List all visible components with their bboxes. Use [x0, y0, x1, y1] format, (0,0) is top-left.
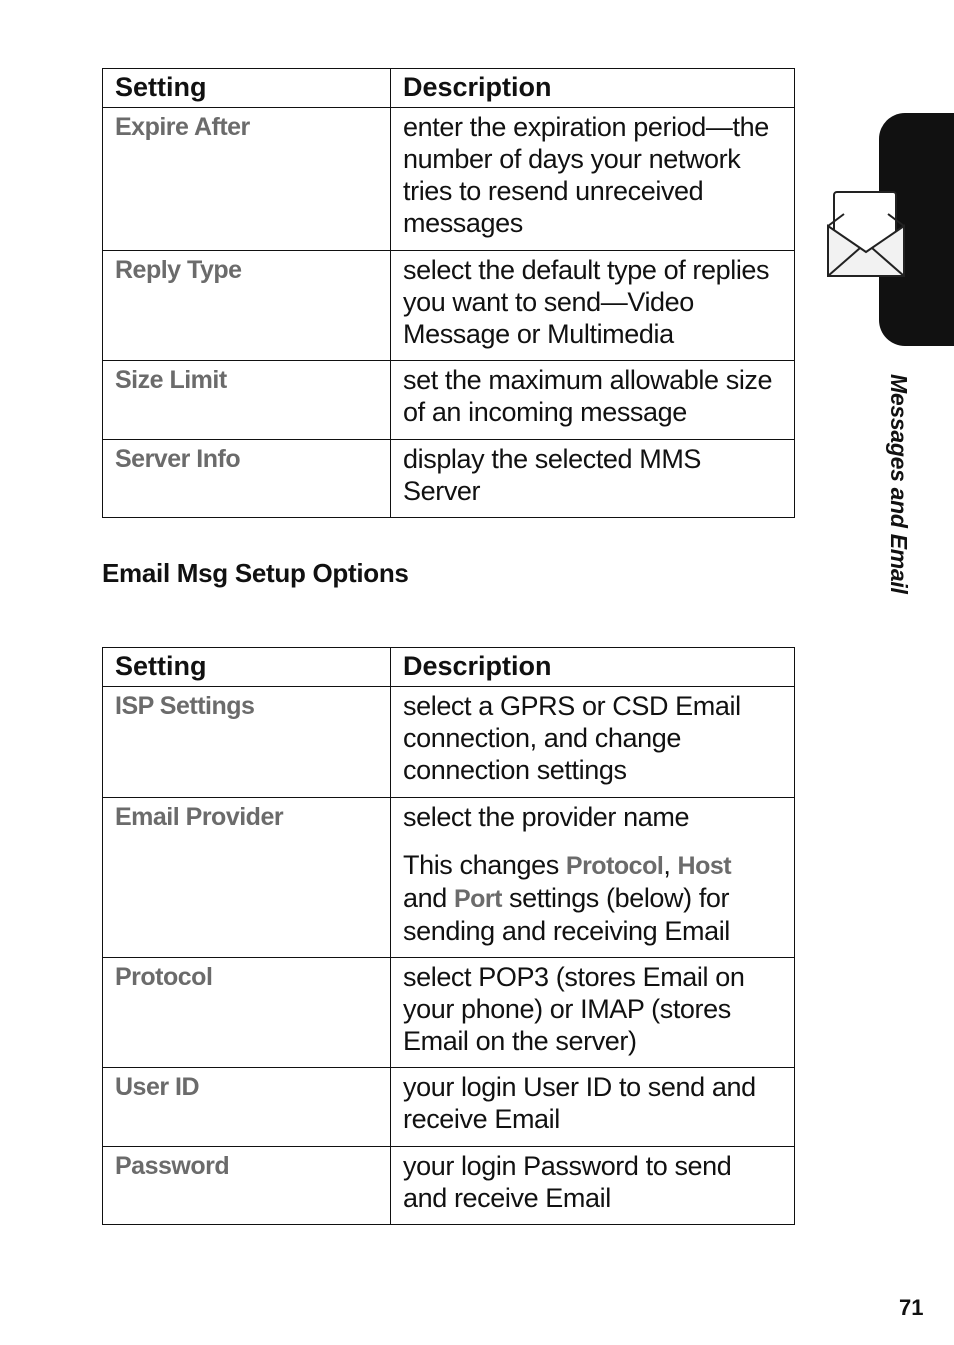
- setting-description: your login Password to send and receive Email: [391, 1147, 795, 1225]
- keyword-port: Port: [453, 885, 502, 913]
- table-row: [103, 1147, 795, 1225]
- setting-description: set the maximum allowable size of an incoming message: [391, 361, 795, 440]
- note-text: and: [403, 883, 454, 913]
- keyword-host: Host: [677, 852, 732, 880]
- table-row: [103, 361, 795, 440]
- note-text: This changes: [403, 850, 566, 880]
- setting-description: select the default type of replies you want to send—Video Message or Multimedia: [391, 251, 795, 361]
- table-row: [103, 687, 795, 798]
- table-row: [103, 798, 795, 958]
- chapter-label: Messages and Email: [886, 374, 912, 594]
- table-row: [103, 108, 795, 251]
- setting-name: Expire After: [103, 108, 391, 251]
- setting-name: Email Provider: [103, 798, 391, 958]
- section-heading: Email Msg Setup Options: [102, 558, 409, 588]
- setting-name: User ID: [103, 1068, 391, 1147]
- setting-name: Protocol: [103, 958, 391, 1068]
- column-header-setting: Setting: [103, 69, 391, 108]
- setting-description: display the selected MMS Server: [391, 440, 795, 518]
- table-header-row: [103, 648, 795, 687]
- keyword-protocol: Protocol: [565, 852, 664, 880]
- setting-description: enter the expiration period—the number of days your network tries to resend unreceived messages: [391, 108, 795, 251]
- note-text: ,: [663, 850, 678, 880]
- column-header-description: Description: [391, 69, 795, 108]
- setting-name: Password: [103, 1147, 391, 1225]
- setting-name: Server Info: [103, 440, 391, 518]
- note-text: settings (below) for sending and receiving Email: [403, 883, 730, 946]
- table-row: [103, 440, 795, 518]
- email-settings-table: [102, 647, 795, 1225]
- setting-description-block: [391, 798, 795, 958]
- table-row: [103, 1068, 795, 1147]
- setting-note: [403, 849, 782, 947]
- page-number: 71: [899, 1295, 924, 1320]
- column-header-description: Description: [391, 648, 795, 687]
- setting-description: your login User ID to send and receive Email: [391, 1068, 795, 1147]
- setting-name: Size Limit: [103, 361, 391, 440]
- table-header-row: [103, 69, 795, 108]
- setting-description: select the provider name: [403, 802, 690, 832]
- envelope-icon: [824, 186, 908, 282]
- table-row: [103, 251, 795, 361]
- setting-name: ISP Settings: [103, 687, 391, 798]
- column-header-setting: Setting: [103, 648, 391, 687]
- mms-settings-table: [102, 68, 795, 518]
- setting-name: Reply Type: [103, 251, 391, 361]
- table-row: [103, 958, 795, 1068]
- setting-description: select POP3 (stores Email on your phone) or IMAP (stores Email on the server): [391, 958, 795, 1068]
- setting-description: select a GPRS or CSD Email connection, and change connection settings: [391, 687, 795, 798]
